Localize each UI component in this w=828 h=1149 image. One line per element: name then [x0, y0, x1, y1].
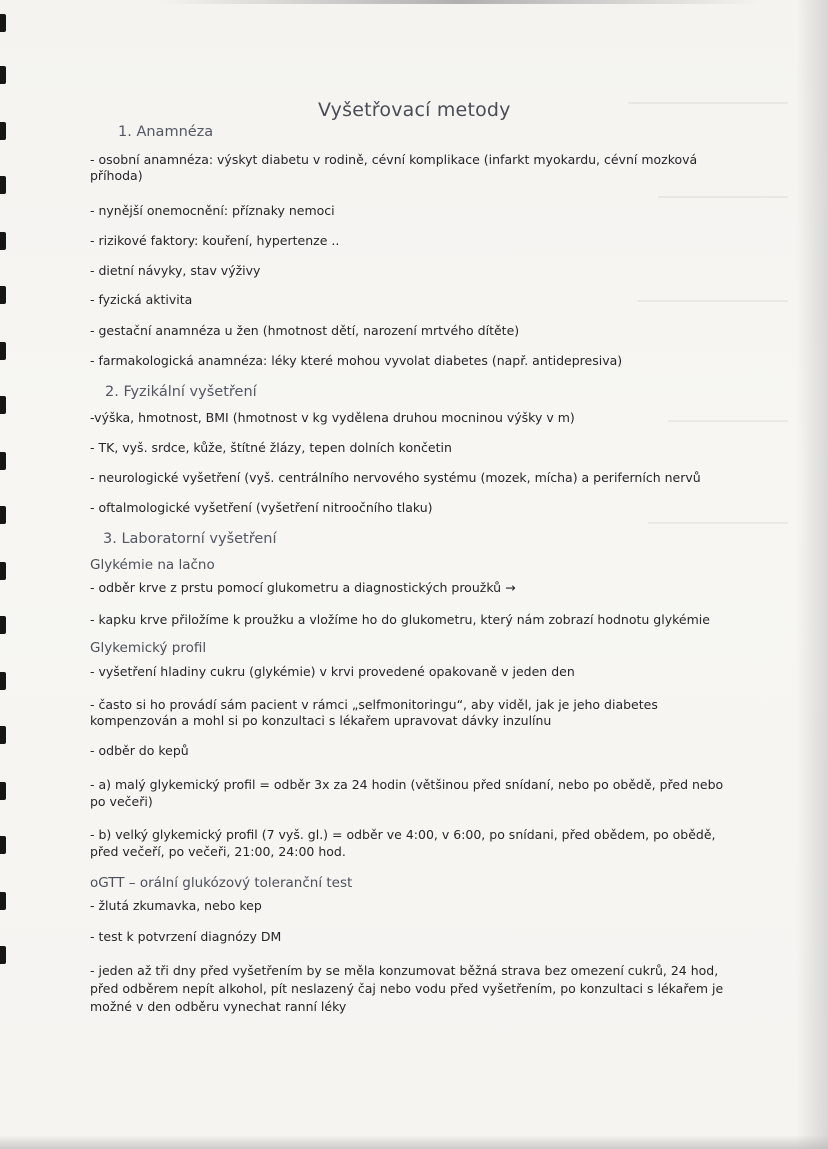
- bleed-through-mark: [658, 196, 788, 198]
- binder-hole-mark: [0, 672, 6, 690]
- page-title: Vyšetřovací metody: [318, 99, 511, 121]
- glykemie-item: - odběr krve z prstu pomocí glukometru a diagnostických proužků →: [90, 580, 516, 595]
- bleed-through-mark: [668, 420, 788, 422]
- anamneza-item: - gestační anamnéza u žen (hmotnost dětí, narození mrtvého dítěte): [90, 323, 520, 338]
- bleed-through-mark: [628, 102, 788, 104]
- anamneza-item: - dietní návyky, stav výživy: [90, 263, 261, 278]
- binder-hole-mark: [0, 286, 6, 304]
- binder-hole-mark: [0, 892, 6, 910]
- anamneza-item-continuation: příhoda): [90, 168, 143, 183]
- binder-hole-mark: [0, 232, 6, 250]
- binder-hole-mark: [0, 726, 6, 744]
- profil-item: - b) velký glykemický profil (7 vyš. gl.) = odběr ve 4:00, v 6:00, po snídani, před obědem, po obědě,: [90, 827, 716, 842]
- anamneza-item: - osobní anamnéza: výskyt diabetu v rodině, cévní komplikace (infarkt myokardu, cévní mozková: [90, 152, 698, 167]
- binder-hole-mark: [0, 836, 6, 854]
- section-heading-laboratorni: 3. Laboratorní vyšetření: [103, 531, 277, 547]
- profil-item-continuation: před večeří, po večeři, 21:00, 24:00 hod.: [90, 844, 346, 859]
- profil-item: - odběr do kepů: [90, 743, 189, 758]
- anamneza-item: - rizikové faktory: kouření, hypertenze ..: [90, 233, 340, 248]
- glykemie-item: - kapku krve přiložíme k proužku a vložíme ho do glukometru, který nám zobrazí hodnotu glykémie: [90, 612, 710, 627]
- binder-hole-mark: [0, 946, 6, 964]
- fyzikalni-item: -výška, hmotnost, BMI (hmotnost v kg vydělena druhou mocninou výšky v m): [90, 410, 575, 425]
- binder-hole-mark: [0, 14, 6, 32]
- binder-hole-mark: [0, 452, 6, 470]
- binder-hole-mark: [0, 562, 6, 580]
- anamneza-item: - fyzická aktivita: [90, 292, 193, 307]
- binder-hole-mark: [0, 396, 6, 414]
- binder-hole-mark: [0, 176, 6, 194]
- profil-item: - a) malý glykemický profil = odběr 3x za 24 hodin (většinou před snídaní, nebo po obědě, před nebo: [90, 777, 724, 792]
- profil-item: - často si ho provádí sám pacient v rámci „selfmonitoringu“, aby viděl, jak je jeho diabetes: [90, 697, 658, 712]
- bleed-through-mark: [638, 300, 788, 302]
- binder-hole-mark: [0, 782, 6, 800]
- ogtt-item: - žlutá zkumavka, nebo kep: [90, 898, 262, 913]
- page-top-edge-shadow: [160, 0, 760, 4]
- page-bottom-edge-shadow: [0, 1135, 828, 1149]
- fyzikalni-item: - oftalmologické vyšetření (vyšetření nitroočního tlaku): [90, 500, 433, 515]
- anamneza-item: - farmakologická anamnéza: léky které mohou vyvolat diabetes (např. antidepresiva): [90, 353, 623, 368]
- ogtt-item: - jeden až tři dny před vyšetřením by se měla konzumovat běžná strava bez omezení cukrů, 24 hod,: [90, 963, 719, 978]
- subsection-title-glykemie: Glykémie na lačno: [90, 557, 215, 573]
- fyzikalni-item: - TK, vyš. srdce, kůže, štítné žlázy, tepen dolních končetin: [90, 440, 452, 455]
- binder-hole-mark: [0, 122, 6, 140]
- binder-hole-mark: [0, 616, 6, 634]
- binder-hole-mark: [0, 66, 6, 84]
- binder-hole-mark: [0, 342, 6, 360]
- profil-item-continuation: po večeři): [90, 794, 153, 809]
- fyzikalni-item: - neurologické vyšetření (vyš. centrálního nervového systému (mozek, mícha) a periferních nervů: [90, 470, 701, 485]
- profil-item: - vyšetření hladiny cukru (glykémie) v krvi provedené opakovaně v jeden den: [90, 664, 575, 679]
- anamneza-item: - nynější onemocnění: příznaky nemoci: [90, 203, 335, 218]
- section-heading-fyzikalni: 2. Fyzikální vyšetření: [105, 384, 257, 400]
- profil-item-continuation: kompenzován a mohl si po konzultaci s lékařem upravovat dávky inzulínu: [90, 713, 552, 728]
- binder-hole-mark: [0, 506, 6, 524]
- ogtt-item-continuation: před odběrem nepít alkohol, pít neslazený čaj nebo vodu před vyšetřením, po konzultaci s lékařem je: [90, 981, 724, 996]
- subsection-title-profil: Glykemický profil: [90, 640, 207, 656]
- page-right-edge-shadow: [796, 0, 828, 1149]
- subsection-title-ogtt: oGTT – orální glukózový toleranční test: [90, 875, 353, 891]
- ogtt-item-continuation: možné v den odběru vynechat ranní léky: [90, 999, 347, 1014]
- section-heading-anamneza: 1. Anamnéza: [118, 124, 214, 140]
- bleed-through-mark: [648, 522, 788, 524]
- ogtt-item: - test k potvrzení diagnózy DM: [90, 929, 282, 944]
